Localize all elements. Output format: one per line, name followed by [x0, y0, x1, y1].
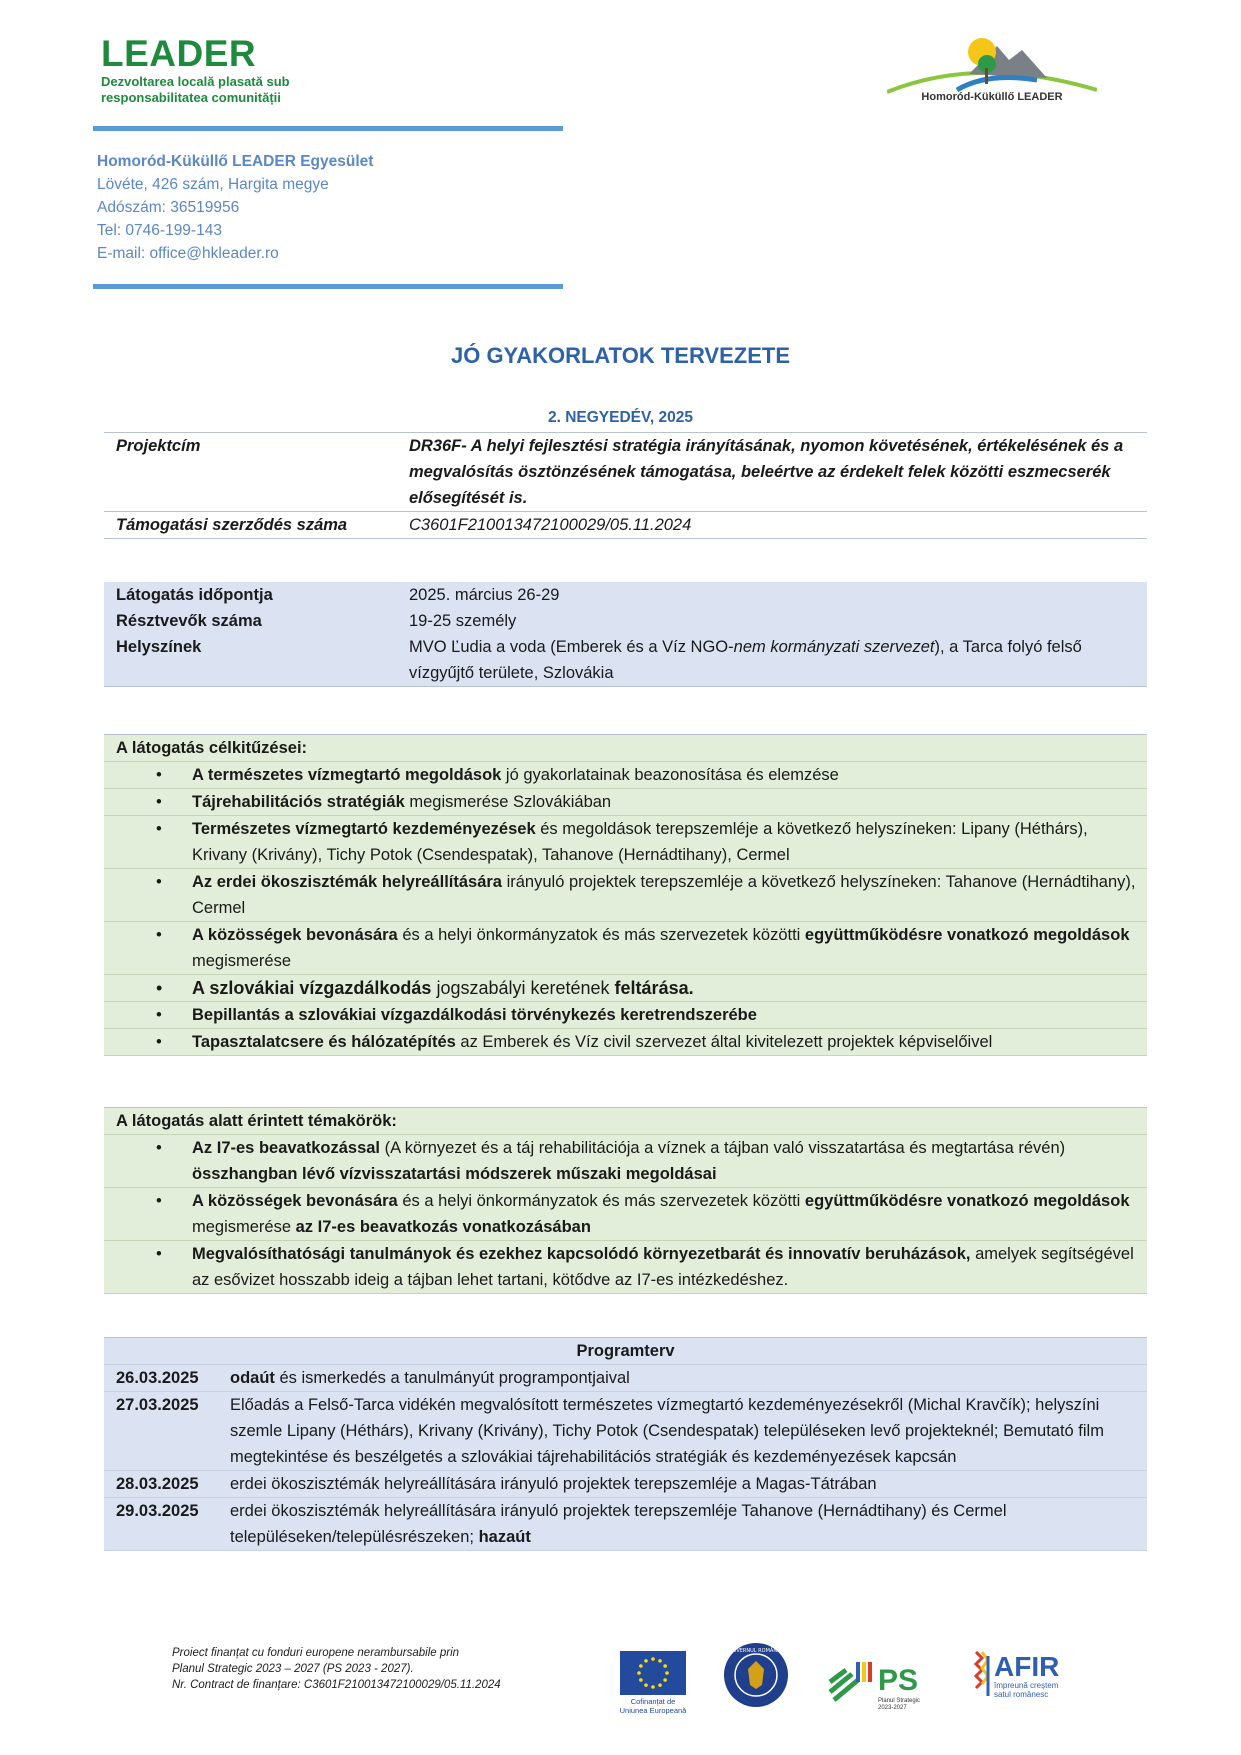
contract-value: C3601F210013472100029/05.11.2024: [399, 512, 1147, 539]
program-desc: Előadás a Felső-Tarca vidékén megvalósított természetes vízmegtartó kezdeményezésekről (Michal Kravčík); helyszíni szemle Lipany (Héthárs), Krivany (Krivány), Tichy Potok (Csendespatak) településeken levő projekteknél; Bemutató film megtekintése és beszélgetés a szlovákiai tájrehabilitációs stratégiák és kezdeményezések kapcsán: [220, 1392, 1147, 1471]
eu-star-icon: [665, 1671, 669, 1675]
list-item: • A természetes vízmegtartó megoldások jó gyakorlatainak beazonosítása és elemzése: [104, 762, 1147, 789]
goals-heading: A látogatás célkitűzései:: [104, 735, 1147, 762]
header-divider-top: [93, 126, 563, 131]
eu-caption: [606, 1697, 700, 1715]
leader-logo-subtitle: [101, 74, 290, 106]
goals-table: [104, 734, 1147, 1056]
footer-line: Proiect finanțat cu fonduri europene nerambursabile prin: [172, 1647, 460, 1659]
list-item: • Tapasztalatcsere és hálózatépítés az Emberek és Víz civil szervezet által kivitelezett projektek képviselőivel: [104, 1029, 1147, 1056]
bullet-icon: •: [156, 1192, 162, 1210]
table-row: [104, 1338, 1147, 1365]
org-address: Lövéte, 426 szám, Hargita megye: [97, 176, 329, 193]
program-desc: erdei ökoszisztémák helyreállítására irányuló projektek terepszemléje a Magas-Tátrában: [220, 1471, 1147, 1498]
participants-value: 19-25 személy: [399, 608, 1147, 634]
org-name: Homoród-Küküllő LEADER Egyesület: [97, 153, 374, 170]
table-row: [104, 1498, 1147, 1551]
eu-star-icon: [644, 1683, 648, 1687]
footer-line: Nr. Contract de finanțare: C3601F210013472100029/05.11.2024: [172, 1679, 501, 1691]
svg-text:Planul Strategic: Planul Strategic: [878, 1698, 921, 1704]
list-item: • Az I7-es beavatkozással (A környezet és a táj rehabilitációja a víznek a tájban való visszatartása és megtartása révén) összhangban lévő vízvisszatartási módszerek műszaki megoldásai: [104, 1135, 1147, 1188]
table-row: [104, 512, 1147, 539]
eu-star-icon: [658, 1659, 662, 1663]
table-row: [104, 1471, 1147, 1498]
program-date: 29.03.2025: [104, 1498, 220, 1551]
table-row: [104, 1392, 1147, 1471]
program-date: 28.03.2025: [104, 1471, 220, 1498]
hk-logo-text: Homoród-Küküllő LEADER: [921, 91, 1063, 103]
program-table: [104, 1337, 1147, 1551]
project-title-label: Projektcím: [104, 433, 399, 512]
org-email: E-mail: office@hkleader.ro: [97, 245, 279, 262]
visit-table: [104, 582, 1147, 687]
svg-text:AFIR: AFIR: [994, 1651, 1060, 1682]
eu-star-icon: [637, 1671, 641, 1675]
table-row: [104, 608, 1147, 634]
svg-text:PS: PS: [878, 1664, 919, 1697]
locations-label: Helyszínek: [104, 634, 399, 687]
participants-label: Résztvevők száma: [104, 608, 399, 634]
locations-value: [399, 634, 1147, 687]
list-item: • Bepillantás a szlovákiai vízgazdálkodási törvénykezés keretrendszerébe: [104, 1002, 1147, 1029]
bullet-icon: •: [156, 978, 163, 998]
eu-star-icon: [663, 1678, 667, 1682]
leader-logo-title: LEADER: [101, 33, 257, 74]
list-item: • Megvalósíthatósági tanulmányok és ezekhez kapcsolódó környezetbarát és innovatív beruházások, amelyek segítségével az esővizet hosszabb ideig a tájban lehet tartani, kötődve az I7-es intézkedéshez.: [104, 1241, 1147, 1294]
government-seal-icon: [724, 1643, 788, 1707]
program-desc: erdei ökoszisztémák helyreállítására irányuló projektek terepszemléje Tahanove (Hernádtihany) és Cermel településeken/településrészeken; hazaút: [220, 1498, 1147, 1551]
header-divider-bottom: [93, 284, 563, 289]
bullet-icon: •: [156, 820, 162, 838]
table-row: [104, 634, 1147, 687]
document-title: JÓ GYAKORLATOK TERVEZETE: [450, 343, 791, 368]
locations-text: MVO Ľudia a voda (Emberek és a Víz NGO-: [409, 638, 734, 656]
svg-text:satul românesc: satul românesc: [994, 1690, 1049, 1699]
bullet-icon: •: [156, 1006, 162, 1024]
program-heading: Programterv: [104, 1338, 1147, 1365]
program-date: 27.03.2025: [104, 1392, 220, 1471]
eu-star-icon: [663, 1664, 667, 1668]
footer-line: Planul Strategic 2023 – 2027 (PS 2023 - 2027).: [172, 1663, 414, 1675]
contract-label: Támogatási szerződés száma: [104, 512, 399, 539]
table-row: [104, 433, 1147, 512]
list-item: • Tájrehabilitációs stratégiák megismerése Szlovákiában: [104, 789, 1147, 816]
ps-strategic-plan-logo: [826, 1652, 946, 1712]
eu-star-icon: [651, 1657, 655, 1661]
topics-table: [104, 1107, 1147, 1294]
eu-star-icon: [651, 1685, 655, 1689]
svg-text:împreună creștem: împreună creștem: [994, 1681, 1059, 1690]
locations-italic: nem kormányzati szervezet: [733, 638, 935, 656]
eu-caption-line: Cofinanțat de: [630, 1697, 676, 1706]
list-item: • Az erdei ökoszisztémák helyreállítására irányuló projektek terepszemléje a következő helyszíneken: Tahanove (Hernádtihany), Cermel: [104, 869, 1147, 922]
bullet-icon: •: [156, 873, 162, 891]
list-item: • A közösségek bevonására és a helyi önkormányzatok és más szervezetek közötti együttműködésre vonatkozó megoldások megismerése az I7-es beavatkozás vonatkozásában: [104, 1188, 1147, 1241]
table-row: [104, 582, 1147, 608]
topics-heading: A látogatás alatt érintett témakörök:: [104, 1108, 1147, 1135]
eu-flag-icon: [620, 1651, 686, 1695]
table-row: [104, 735, 1147, 762]
organization-contact: [97, 150, 373, 265]
afir-logo: [972, 1646, 1072, 1706]
org-tax-id: Adószám: 36519956: [97, 199, 240, 216]
program-desc: odaút és ismerkedés a tanulmányút programpontjaival: [220, 1365, 1147, 1392]
list-item: • A szlovákiai vízgazdálkodás jogszabályi keretének feltárása.: [104, 975, 1147, 1002]
visit-date-label: Látogatás időpontja: [104, 582, 399, 608]
bullet-icon: •: [156, 1245, 162, 1263]
quarter-label: 2. NEGYEDÉV, 2025: [547, 409, 694, 426]
org-phone: Tel: 0746-199-143: [97, 222, 222, 239]
bullet-icon: •: [156, 1139, 162, 1157]
table-row: [104, 1365, 1147, 1392]
eu-star-icon: [639, 1678, 643, 1682]
leader-subtitle-line-2: responsabilitatea comunității: [101, 90, 281, 105]
bullet-icon: •: [156, 766, 162, 784]
project-title-value: DR36F- A helyi fejlesztési stratégia irányításának, nyomon követésének, értékelésének és a megvalósítás ösztönzésének támogatása, beleértve az érdekelt felek közötti eszmecserék elősegítését is.: [399, 433, 1147, 512]
footer-funding-text: [172, 1645, 501, 1693]
list-item: • Természetes vízmegtartó kezdeményezések és megoldások terepszemléje a következő helyszíneken: Lipany (Héthárs), Krivany (Krivány), Tichy Potok (Csendespatak), Tahanove (Hernádtihany), Cermel: [104, 816, 1147, 869]
eu-star-icon: [639, 1664, 643, 1668]
locations-text: ), a Tarca folyó felső vízgyűjtő területe, Szlovákia: [409, 638, 1082, 682]
list-item: • A közösségek bevonására és a helyi önkormányzatok és más szervezetek közötti együttműködésre vonatkozó megoldások megismerése: [104, 922, 1147, 975]
svg-text:GUVERNUL ROMÂNIEI: GUVERNUL ROMÂNIEI: [728, 1648, 784, 1654]
eu-star-icon: [658, 1683, 662, 1687]
eu-caption-line: Uniunea Europeană: [619, 1706, 687, 1715]
leader-subtitle-line-1: Dezvoltarea locală plasată sub: [101, 74, 290, 89]
visit-date-value: 2025. március 26-29: [399, 582, 1147, 608]
eu-star-icon: [644, 1659, 648, 1663]
bullet-icon: •: [156, 793, 162, 811]
bullet-icon: •: [156, 1033, 162, 1051]
svg-text:2023-2027: 2023-2027: [878, 1705, 907, 1711]
project-table: [104, 432, 1147, 539]
bullet-icon: •: [156, 926, 162, 944]
program-date: 26.03.2025: [104, 1365, 220, 1392]
table-row: [104, 1108, 1147, 1135]
